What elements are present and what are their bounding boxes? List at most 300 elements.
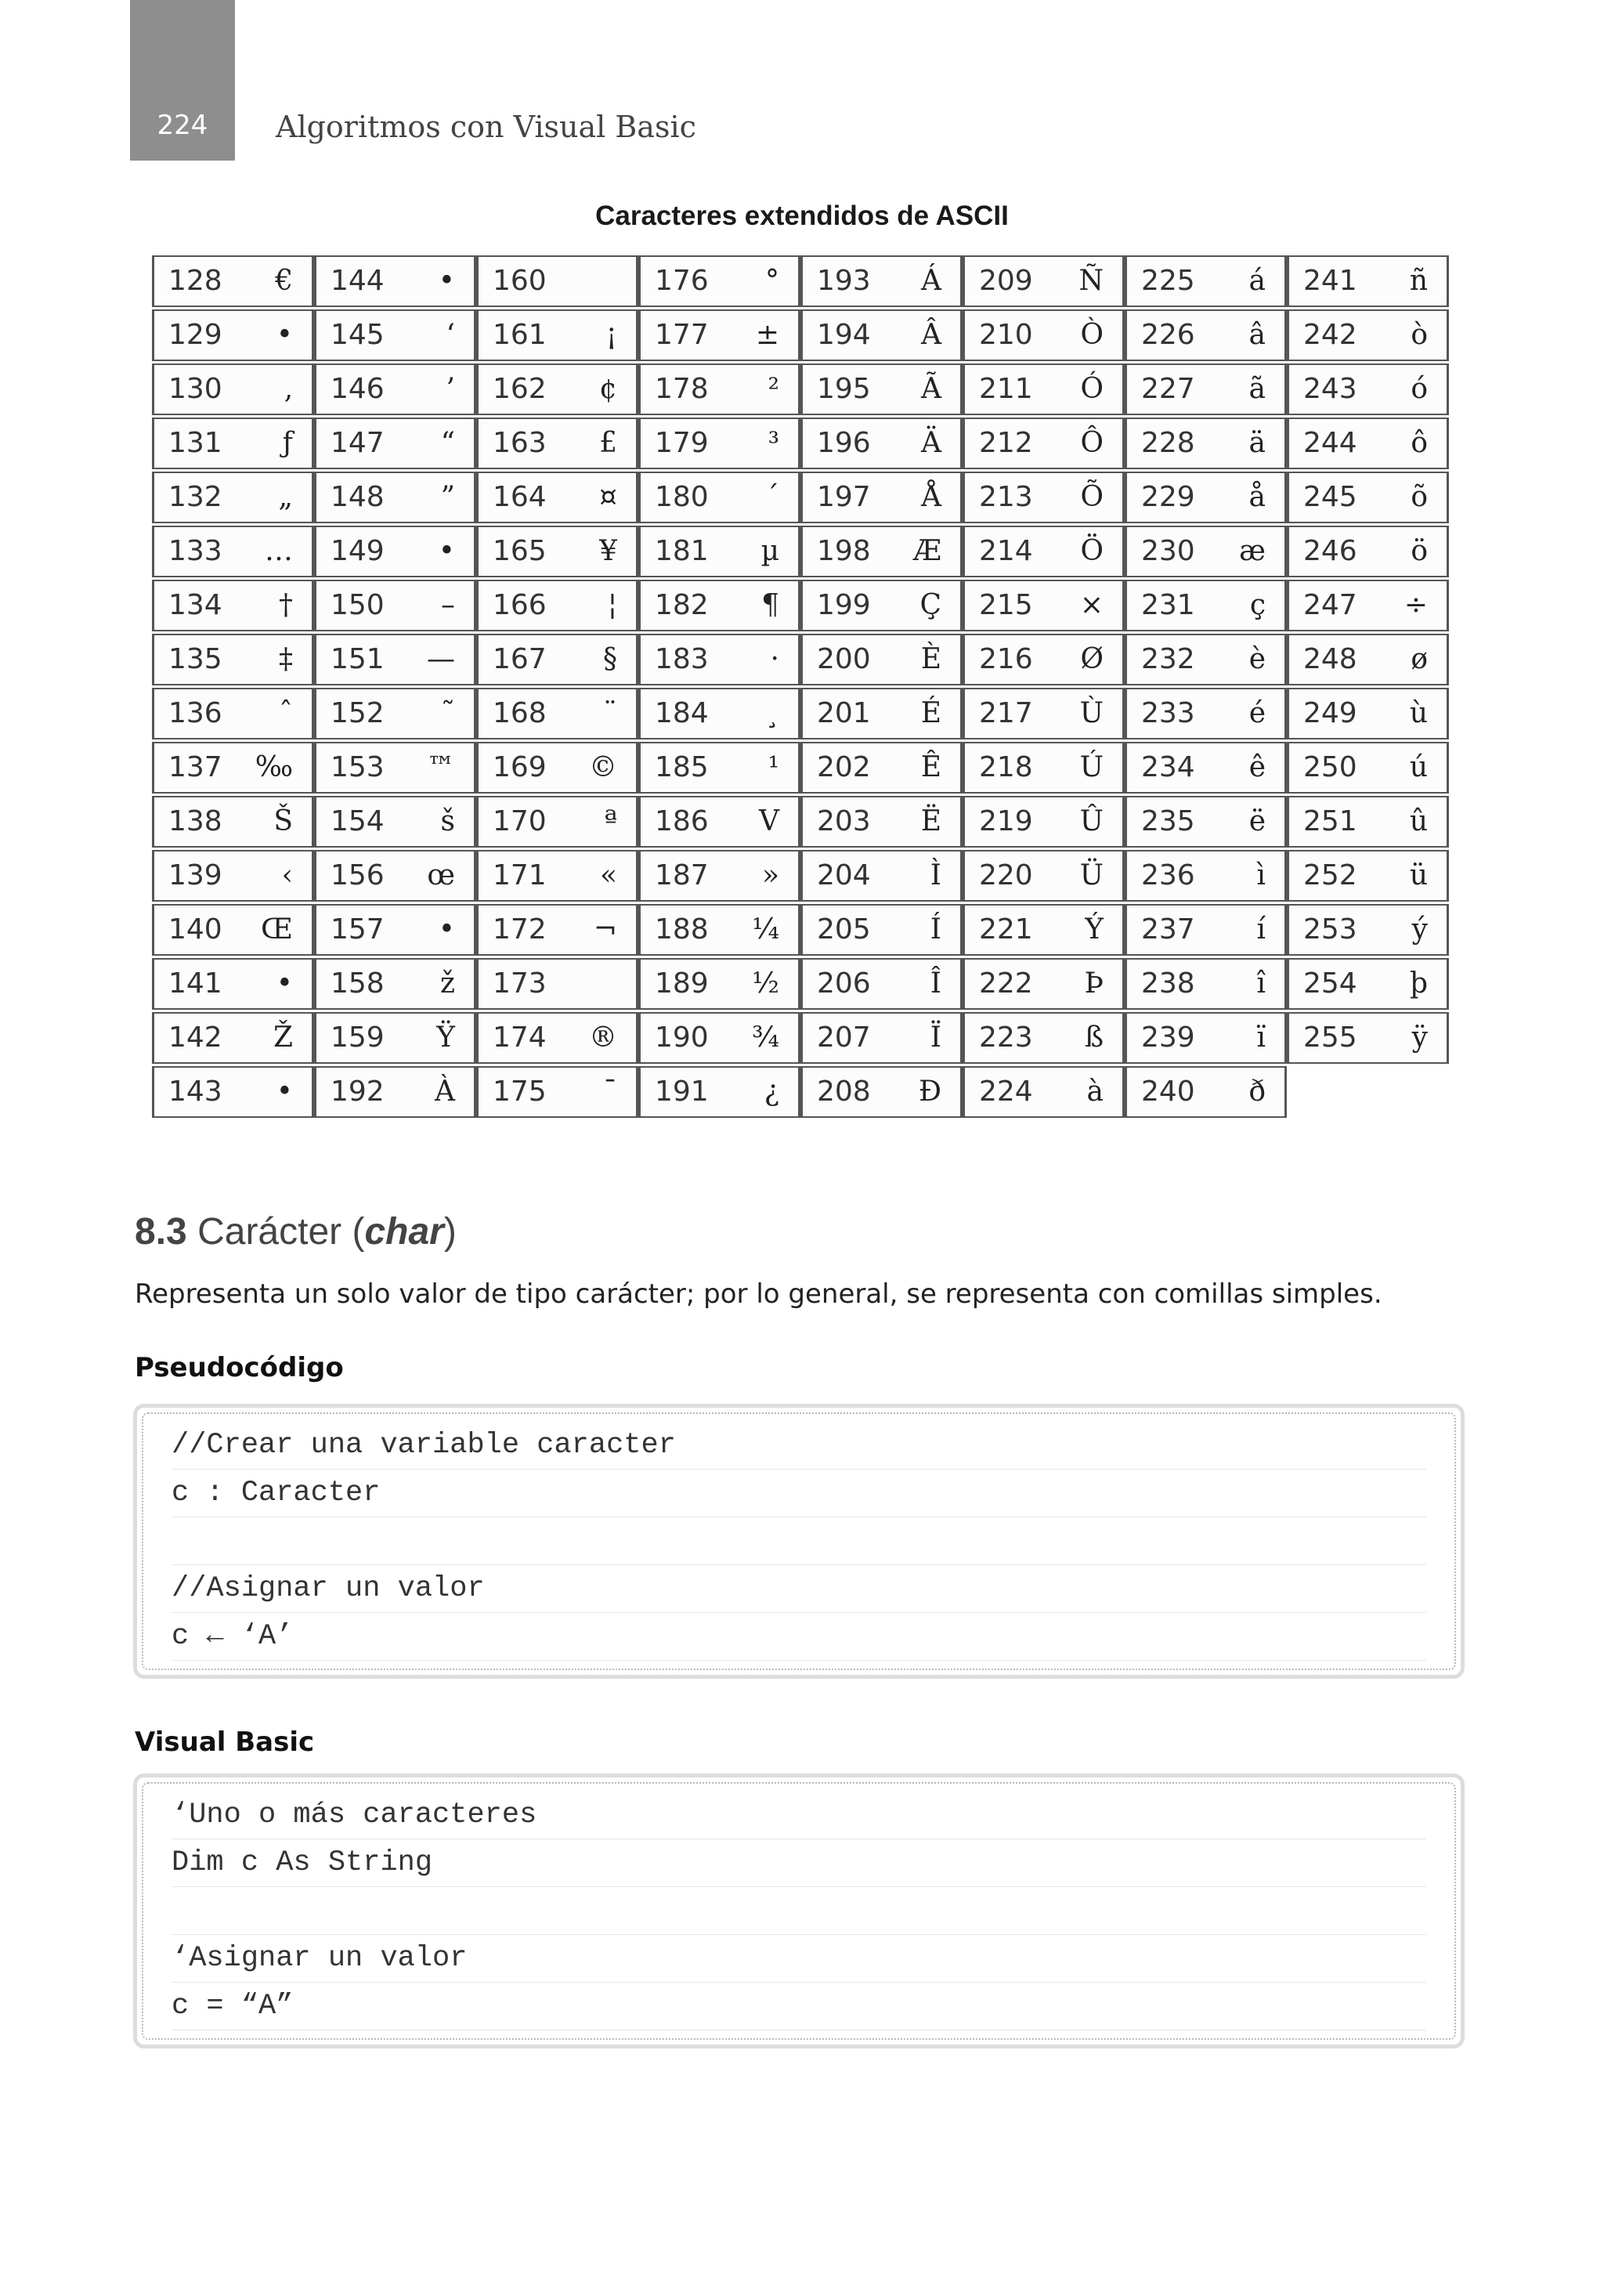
ascii-code: 252 bbox=[1303, 859, 1357, 891]
ascii-cell bbox=[963, 1012, 1125, 1064]
ascii-cell bbox=[152, 904, 314, 956]
ascii-char: ¯ bbox=[603, 1076, 617, 1108]
ascii-code: 204 bbox=[817, 859, 871, 891]
ascii-cell bbox=[800, 904, 963, 956]
ascii-code: 128 bbox=[168, 265, 222, 297]
ascii-cell bbox=[476, 526, 638, 577]
ascii-code: 136 bbox=[168, 697, 222, 729]
ascii-cell bbox=[152, 309, 314, 361]
ascii-code: 133 bbox=[168, 535, 222, 567]
ascii-char: ï bbox=[1256, 1021, 1266, 1054]
ascii-char: » bbox=[761, 859, 779, 891]
ascii-code: 246 bbox=[1303, 535, 1357, 567]
ascii-code: 247 bbox=[1303, 589, 1357, 621]
ascii-code: 209 bbox=[979, 265, 1033, 297]
ascii-cell bbox=[152, 363, 314, 415]
ascii-char: œ bbox=[427, 859, 455, 891]
ascii-char: ¡ bbox=[605, 319, 617, 351]
ascii-column bbox=[1125, 255, 1287, 1120]
ascii-char: Ñ bbox=[1078, 265, 1104, 297]
ascii-cell bbox=[800, 958, 963, 1010]
ascii-char: È bbox=[920, 643, 941, 675]
ascii-code: 223 bbox=[979, 1021, 1033, 1054]
ascii-cell bbox=[314, 526, 476, 577]
ascii-code: 227 bbox=[1141, 373, 1195, 405]
ascii-cell bbox=[1125, 363, 1287, 415]
ascii-code: 248 bbox=[1303, 643, 1357, 675]
ascii-cell bbox=[314, 1012, 476, 1064]
ascii-cell bbox=[638, 418, 800, 469]
ascii-cell bbox=[963, 255, 1125, 307]
ascii-code: 210 bbox=[979, 319, 1033, 351]
ascii-char: ò bbox=[1411, 319, 1428, 351]
ascii-cell bbox=[800, 742, 963, 794]
ascii-column bbox=[476, 255, 638, 1120]
ascii-char: ’ bbox=[446, 373, 455, 405]
ascii-cell bbox=[314, 796, 476, 848]
ascii-char: Ú bbox=[1079, 751, 1104, 783]
ascii-code: 228 bbox=[1141, 427, 1195, 459]
ascii-code: 195 bbox=[817, 373, 871, 405]
ascii-code: 163 bbox=[493, 427, 547, 459]
ascii-char: ‘ bbox=[446, 319, 455, 351]
ascii-code: 235 bbox=[1141, 805, 1195, 837]
section-title-term: char bbox=[364, 1211, 444, 1253]
code-line: c ← ‘A’ bbox=[172, 1613, 1426, 1661]
table-caption: Caracteres extendidos de ASCII bbox=[595, 201, 1009, 231]
ascii-code: 212 bbox=[979, 427, 1033, 459]
ascii-cell bbox=[800, 1066, 963, 1118]
ascii-char: Þ bbox=[1084, 967, 1104, 1000]
ascii-char: « bbox=[599, 859, 617, 891]
ascii-code: 132 bbox=[168, 481, 222, 513]
ascii-cell bbox=[638, 796, 800, 848]
ascii-cell bbox=[1125, 796, 1287, 848]
ascii-char: Ø bbox=[1080, 643, 1104, 675]
ascii-cell bbox=[314, 580, 476, 631]
ascii-cell bbox=[476, 634, 638, 685]
ascii-char: ” bbox=[440, 481, 455, 513]
ascii-cell bbox=[963, 796, 1125, 848]
ascii-cell bbox=[800, 796, 963, 848]
ascii-cell bbox=[1125, 309, 1287, 361]
ascii-char: ® bbox=[589, 1021, 617, 1054]
code-line: ‘Asignar un valor bbox=[172, 1935, 1426, 1983]
ascii-char: ó bbox=[1411, 373, 1428, 405]
ascii-code: 242 bbox=[1303, 319, 1357, 351]
ascii-code: 130 bbox=[168, 373, 222, 405]
ascii-code: 168 bbox=[493, 697, 547, 729]
ascii-cell bbox=[152, 255, 314, 307]
ascii-cell bbox=[476, 363, 638, 415]
ascii-code: 186 bbox=[655, 805, 709, 837]
ascii-cell bbox=[638, 309, 800, 361]
ascii-cell bbox=[152, 1066, 314, 1118]
ascii-char: ü bbox=[1409, 859, 1428, 891]
ascii-char: Ã bbox=[921, 373, 941, 405]
ascii-char: Ð bbox=[918, 1076, 941, 1108]
ascii-code: 185 bbox=[655, 751, 709, 783]
ascii-char: Ý bbox=[1085, 913, 1104, 946]
ascii-code: 222 bbox=[979, 967, 1033, 1000]
ascii-code: 254 bbox=[1303, 967, 1357, 1000]
ascii-char: á bbox=[1248, 265, 1266, 297]
ascii-cell bbox=[476, 688, 638, 739]
ascii-code: 187 bbox=[655, 859, 709, 891]
ascii-char: ÷ bbox=[1404, 589, 1428, 621]
ascii-cell bbox=[638, 526, 800, 577]
ascii-cell bbox=[638, 255, 800, 307]
ascii-cell bbox=[152, 526, 314, 577]
ascii-char: ³ bbox=[768, 427, 779, 459]
ascii-code: 214 bbox=[979, 535, 1033, 567]
ascii-code: 166 bbox=[493, 589, 547, 621]
ascii-code: 161 bbox=[493, 319, 547, 351]
ascii-code: 177 bbox=[655, 319, 709, 351]
ascii-cell bbox=[800, 418, 963, 469]
ascii-cell bbox=[638, 1012, 800, 1064]
ascii-char: – bbox=[441, 589, 455, 621]
ascii-code: 244 bbox=[1303, 427, 1357, 459]
ascii-char: ç bbox=[1249, 589, 1266, 621]
ascii-char: ß bbox=[1084, 1021, 1104, 1054]
ascii-cell bbox=[314, 904, 476, 956]
ascii-char: µ bbox=[760, 535, 779, 567]
ascii-cell bbox=[800, 634, 963, 685]
ascii-cell bbox=[1287, 796, 1449, 848]
page-number: 224 bbox=[157, 110, 208, 141]
ascii-char: ý bbox=[1411, 913, 1428, 946]
ascii-char: ¾ bbox=[752, 1021, 779, 1054]
ascii-char: Œ bbox=[261, 913, 293, 946]
ascii-code: 226 bbox=[1141, 319, 1195, 351]
ascii-char: ‡ bbox=[279, 643, 293, 675]
ascii-char: ½ bbox=[752, 967, 779, 1000]
ascii-code: 240 bbox=[1141, 1076, 1195, 1108]
code-line bbox=[172, 1517, 1426, 1565]
ascii-cell bbox=[1125, 1066, 1287, 1118]
ascii-code: 202 bbox=[817, 751, 871, 783]
ascii-cell bbox=[314, 363, 476, 415]
ascii-code: 183 bbox=[655, 643, 709, 675]
ascii-char: â bbox=[1248, 319, 1266, 351]
code-line: c = “A” bbox=[172, 1983, 1426, 2030]
ascii-cell bbox=[1287, 418, 1449, 469]
ascii-char: Ô bbox=[1080, 427, 1104, 459]
ascii-char: ¦ bbox=[607, 589, 617, 621]
ascii-code: 169 bbox=[493, 751, 547, 783]
ascii-code: 194 bbox=[817, 319, 871, 351]
ascii-char: Ç bbox=[919, 589, 941, 621]
ascii-cell bbox=[152, 418, 314, 469]
ascii-cell bbox=[638, 742, 800, 794]
ascii-code: 216 bbox=[979, 643, 1033, 675]
ascii-code: 207 bbox=[817, 1021, 871, 1054]
ascii-code: 173 bbox=[493, 967, 547, 1000]
section-heading bbox=[135, 1210, 457, 1253]
ascii-cell bbox=[638, 958, 800, 1010]
ascii-code: 199 bbox=[817, 589, 871, 621]
ascii-code: 230 bbox=[1141, 535, 1195, 567]
ascii-char: Ä bbox=[921, 427, 941, 459]
code-line: Dim c As String bbox=[172, 1839, 1426, 1887]
ascii-code: 197 bbox=[817, 481, 871, 513]
ascii-char: ¹ bbox=[768, 751, 779, 783]
ascii-cell bbox=[963, 742, 1125, 794]
ascii-code: 131 bbox=[168, 427, 222, 459]
ascii-char: à bbox=[1086, 1076, 1104, 1108]
ascii-char: · bbox=[770, 643, 779, 675]
ascii-cell bbox=[152, 796, 314, 848]
ascii-cell bbox=[314, 850, 476, 902]
ascii-code: 167 bbox=[493, 643, 547, 675]
ascii-code: 154 bbox=[331, 805, 385, 837]
ascii-cell bbox=[963, 958, 1125, 1010]
ascii-cell bbox=[476, 850, 638, 902]
section-paragraph: Representa un solo valor de tipo carácter; por lo general, se representa con comillas simples. bbox=[135, 1278, 1382, 1310]
ascii-char: ê bbox=[1248, 751, 1266, 783]
ascii-code: 206 bbox=[817, 967, 871, 1000]
ascii-code: 149 bbox=[331, 535, 385, 567]
ascii-char: € bbox=[275, 265, 293, 297]
ascii-cell bbox=[314, 255, 476, 307]
ascii-cell bbox=[314, 742, 476, 794]
ascii-char: Ÿ bbox=[436, 1021, 455, 1054]
ascii-char: ˜ bbox=[441, 697, 455, 729]
ascii-cell bbox=[476, 1012, 638, 1064]
ascii-char: ¸ bbox=[765, 697, 779, 729]
ascii-char: ª bbox=[603, 805, 617, 837]
ascii-cell bbox=[152, 580, 314, 631]
ascii-cell bbox=[476, 1066, 638, 1118]
ascii-char: • bbox=[438, 535, 455, 567]
ascii-char: ‹ bbox=[281, 859, 293, 891]
ascii-cell bbox=[152, 472, 314, 523]
ascii-cell bbox=[1125, 904, 1287, 956]
ascii-code: 174 bbox=[493, 1021, 547, 1054]
ascii-code: 236 bbox=[1141, 859, 1195, 891]
ascii-code: 141 bbox=[168, 967, 222, 1000]
ascii-column bbox=[1287, 255, 1449, 1066]
ascii-code: 234 bbox=[1141, 751, 1195, 783]
ascii-char: ì bbox=[1256, 859, 1266, 891]
ascii-code: 176 bbox=[655, 265, 709, 297]
ascii-cell bbox=[1287, 688, 1449, 739]
section-title-suffix: ) bbox=[443, 1211, 457, 1253]
ascii-cell bbox=[314, 1066, 476, 1118]
ascii-code: 220 bbox=[979, 859, 1033, 891]
ascii-code: 225 bbox=[1141, 265, 1195, 297]
code-line bbox=[172, 1887, 1426, 1935]
ascii-code: 170 bbox=[493, 805, 547, 837]
ascii-code: 191 bbox=[655, 1076, 709, 1108]
ascii-cell bbox=[963, 634, 1125, 685]
ascii-cell bbox=[638, 634, 800, 685]
ascii-char: î bbox=[1256, 967, 1266, 1000]
ascii-char: ¨ bbox=[603, 697, 617, 729]
ascii-char: ´ bbox=[765, 481, 779, 513]
ascii-cell bbox=[800, 850, 963, 902]
ascii-code: 142 bbox=[168, 1021, 222, 1054]
ascii-code: 171 bbox=[493, 859, 547, 891]
ascii-code: 146 bbox=[331, 373, 385, 405]
ascii-char: û bbox=[1409, 805, 1428, 837]
ascii-cell bbox=[152, 634, 314, 685]
ascii-char: ž bbox=[440, 967, 455, 1000]
ascii-cell bbox=[1287, 309, 1449, 361]
ascii-cell bbox=[1125, 1012, 1287, 1064]
ascii-code: 156 bbox=[331, 859, 385, 891]
ascii-char: Ò bbox=[1080, 319, 1104, 351]
ascii-code: 249 bbox=[1303, 697, 1357, 729]
ascii-char: Ü bbox=[1079, 859, 1104, 891]
ascii-code: 139 bbox=[168, 859, 222, 891]
ascii-code: 190 bbox=[655, 1021, 709, 1054]
ascii-cell bbox=[963, 418, 1125, 469]
ascii-char: ¬ bbox=[593, 913, 617, 946]
ascii-cell bbox=[800, 472, 963, 523]
ascii-code: 215 bbox=[979, 589, 1033, 621]
ascii-char: × bbox=[1079, 589, 1104, 621]
ascii-char: Û bbox=[1079, 805, 1104, 837]
ascii-char: Ž bbox=[273, 1021, 293, 1054]
ascii-char: å bbox=[1248, 481, 1266, 513]
ascii-char: — bbox=[427, 643, 455, 675]
ascii-code: 208 bbox=[817, 1076, 871, 1108]
ascii-cell bbox=[152, 742, 314, 794]
ascii-char: í bbox=[1256, 913, 1266, 946]
ascii-code: 219 bbox=[979, 805, 1033, 837]
ascii-code: 218 bbox=[979, 751, 1033, 783]
ascii-char: ô bbox=[1411, 427, 1428, 459]
ascii-code: 160 bbox=[493, 265, 547, 297]
ascii-char: õ bbox=[1411, 481, 1428, 513]
ascii-char: ù bbox=[1409, 697, 1428, 729]
ascii-code: 213 bbox=[979, 481, 1033, 513]
ascii-cell bbox=[638, 850, 800, 902]
ascii-code: 152 bbox=[331, 697, 385, 729]
ascii-code: 203 bbox=[817, 805, 871, 837]
ascii-code: 159 bbox=[331, 1021, 385, 1054]
ascii-char: ¥ bbox=[599, 535, 617, 567]
ascii-char: é bbox=[1248, 697, 1266, 729]
ascii-cell bbox=[1125, 850, 1287, 902]
ascii-char: £ bbox=[599, 427, 617, 459]
code-line: c : Caracter bbox=[172, 1470, 1426, 1517]
ascii-cell bbox=[1287, 363, 1449, 415]
ascii-cell bbox=[152, 958, 314, 1010]
ascii-char: ² bbox=[768, 373, 779, 405]
ascii-cell bbox=[1287, 634, 1449, 685]
ascii-char: † bbox=[279, 589, 293, 621]
ascii-code: 217 bbox=[979, 697, 1033, 729]
ascii-char: ™ bbox=[427, 751, 455, 783]
ascii-cell bbox=[963, 309, 1125, 361]
ascii-cell bbox=[1125, 255, 1287, 307]
ascii-char: Æ bbox=[912, 535, 941, 567]
ascii-cell bbox=[1287, 850, 1449, 902]
ascii-char: • bbox=[276, 319, 293, 351]
ascii-char: “ bbox=[440, 427, 455, 459]
ascii-code: 189 bbox=[655, 967, 709, 1000]
ascii-code: 201 bbox=[817, 697, 871, 729]
ascii-cell bbox=[476, 742, 638, 794]
ascii-char: © bbox=[589, 751, 617, 783]
ascii-code: 198 bbox=[817, 535, 871, 567]
ascii-code: 192 bbox=[331, 1076, 385, 1108]
ascii-cell bbox=[1287, 526, 1449, 577]
ascii-char: þ bbox=[1409, 967, 1428, 1000]
ascii-code: 245 bbox=[1303, 481, 1357, 513]
ascii-code: 241 bbox=[1303, 265, 1357, 297]
ascii-cell bbox=[1125, 688, 1287, 739]
ascii-cell bbox=[476, 958, 638, 1010]
ascii-char: Î bbox=[930, 967, 941, 1000]
ascii-cell bbox=[152, 688, 314, 739]
code-line: //Asignar un valor bbox=[172, 1565, 1426, 1613]
ascii-code: 181 bbox=[655, 535, 709, 567]
ascii-cell bbox=[638, 363, 800, 415]
ascii-cell bbox=[963, 1066, 1125, 1118]
ascii-char: š bbox=[440, 805, 455, 837]
ascii-char: ‰ bbox=[255, 751, 293, 783]
ascii-cell bbox=[1125, 418, 1287, 469]
ascii-code: 196 bbox=[817, 427, 871, 459]
ascii-char: Å bbox=[921, 481, 941, 513]
ascii-code: 233 bbox=[1141, 697, 1195, 729]
ascii-char: „ bbox=[278, 481, 293, 513]
ascii-cell bbox=[800, 1012, 963, 1064]
ascii-char: Ù bbox=[1079, 697, 1104, 729]
ascii-cell bbox=[1287, 472, 1449, 523]
ascii-code: 150 bbox=[331, 589, 385, 621]
ascii-char: ° bbox=[765, 265, 779, 297]
ascii-char: ¤ bbox=[599, 481, 617, 513]
ascii-code: 135 bbox=[168, 643, 222, 675]
ascii-cell bbox=[1287, 1012, 1449, 1064]
ascii-code: 153 bbox=[331, 751, 385, 783]
ascii-cell bbox=[638, 904, 800, 956]
ascii-code: 239 bbox=[1141, 1021, 1195, 1054]
ascii-char: Ö bbox=[1080, 535, 1104, 567]
ascii-char: Š bbox=[273, 805, 293, 837]
ascii-cell bbox=[1125, 742, 1287, 794]
ascii-column bbox=[152, 255, 314, 1120]
ascii-char: ± bbox=[755, 319, 779, 351]
ascii-char: … bbox=[265, 535, 293, 567]
code-line: ‘Uno o más caracteres bbox=[172, 1792, 1426, 1839]
ascii-code: 145 bbox=[331, 319, 385, 351]
ascii-code: 175 bbox=[493, 1076, 547, 1108]
ascii-code: 224 bbox=[979, 1076, 1033, 1108]
ascii-cell bbox=[638, 688, 800, 739]
ascii-char: ñ bbox=[1409, 265, 1428, 297]
section-title-prefix: Carácter ( bbox=[197, 1211, 365, 1253]
ascii-char: Ï bbox=[930, 1021, 941, 1054]
ascii-char: ú bbox=[1409, 751, 1428, 783]
ascii-column bbox=[314, 255, 476, 1120]
ascii-cell bbox=[963, 580, 1125, 631]
ascii-code: 211 bbox=[979, 373, 1033, 405]
ascii-cell bbox=[1287, 580, 1449, 631]
ascii-cell bbox=[963, 363, 1125, 415]
ascii-code: 129 bbox=[168, 319, 222, 351]
ascii-char: Á bbox=[921, 265, 941, 297]
ascii-code: 172 bbox=[493, 913, 547, 946]
ascii-cell bbox=[638, 1066, 800, 1118]
ascii-cell bbox=[1287, 904, 1449, 956]
ascii-code: 193 bbox=[817, 265, 871, 297]
